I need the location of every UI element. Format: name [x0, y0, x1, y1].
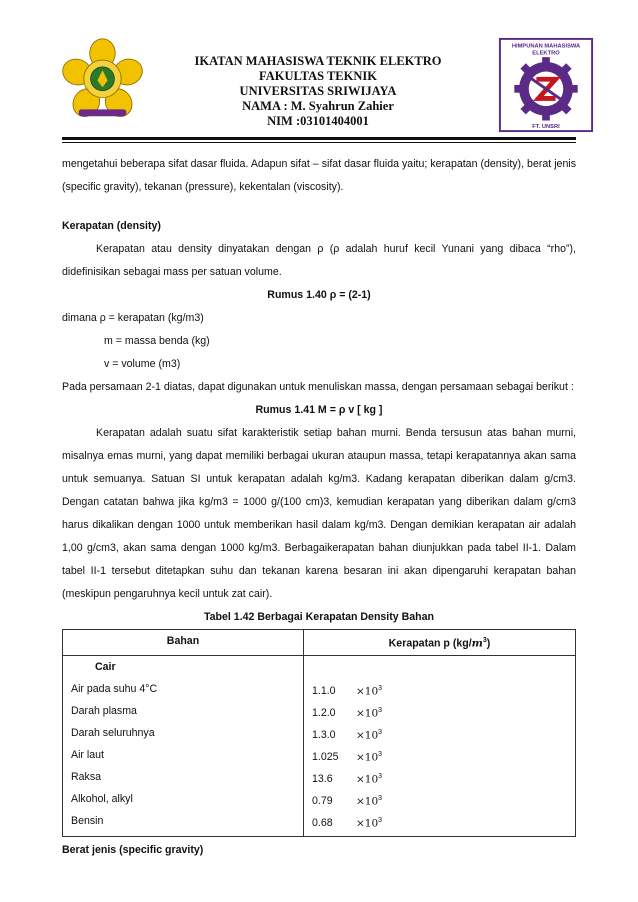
table-cell-kerapatan: $13.6 \times 10^3$: [312, 772, 383, 786]
header-kerapatan: Kerapatan p $(kg/m^3)$: [304, 630, 576, 656]
section-heading-density: Kerapatan (density): [62, 220, 161, 232]
formula-1-41: Rumus 1.41 M = ρ v [ kg ]: [255, 404, 383, 416]
table-caption: Tabel 1.42 Berbagai Kerapatan Density Bahan: [203, 611, 434, 623]
where-mass: m = massa benda (kg): [104, 335, 210, 347]
header-bahan: Bahan: [63, 630, 304, 656]
table-cell-bahan: Air pada suhu 4°C: [71, 682, 158, 695]
org-name: IKATAN MAHASISWA TEKNIK ELEKTRO: [194, 54, 442, 68]
density-explanation: Kerapatan adalah suatu sifat karakteristik setiap bahan murni. Benda tersusun atas bahan murni, misalnya emas murni, yang dapat memiliki berbagai ukuran ataupun massa, tetapi kerapatannya akan sama untuk semuanya. Satuan SI untuk kerapatan adalah kg/m3. Kadang kerapatan diberikan dalam g/cm3. Dengan catatan bahwa jika kg/m3 = 1000 g/(100 cm)3, kemudian kerapatan yang diberikan dalam g/cm3 harus dikalikan dengan 1000 untuk memberikan hasil dalam kg/m3. Dengan demikian kerapatan air adalah 1,00 g/cm3, akan sama dengan 1000 kg/m3. Berbagaikerapatan bahan diunjukkan pada tabel II-1. Dalam tabel II-1 tersebut ditetapkan suhu dan tekanan karena besaran ini akan dipengaruhi kerapatan bahan (meskipun pengaruhnya kecil untuk zat cair).: [62, 427, 576, 600]
where-rho: dimana ρ = kerapatan (kg/m3): [62, 312, 204, 324]
table-cell-kerapatan: $1.025 \times 10^3$: [312, 750, 383, 764]
table-cell-kerapatan: $0.68 \times 10^3$: [312, 816, 383, 830]
student-name: NAMA : M. Syahrun Zahier: [242, 99, 394, 113]
letterhead-text: [160, 54, 476, 129]
university-logo: [60, 38, 145, 123]
header-rule-thick: [62, 137, 576, 140]
table-cell-bahan: Alkohol, alkyl: [71, 792, 133, 805]
table-cell-kerapatan: $1.2.0 \times 10^3$: [312, 706, 383, 720]
density-definition: Kerapatan atau density dinyatakan dengan ρ (ρ adalah huruf kecil Yunani yang dibaca “rho”), didefinisikan sebagai mass per satuan volume.: [62, 243, 576, 278]
where-volume: v = volume (m3): [104, 358, 181, 370]
letterhead: [0, 0, 638, 150]
table-body-row: [63, 655, 576, 836]
table-cell-kerapatan: $0.79 \times 10^3$: [312, 794, 383, 808]
table-cell-kerapatan: $1.3.0 \times 10^3$: [312, 728, 383, 742]
table-header-row: [63, 630, 576, 656]
header-rule-thin: [62, 142, 576, 143]
group-cair: Cair: [95, 660, 116, 673]
table-cell-bahan: Darah plasma: [71, 704, 137, 717]
bahan-column: [63, 655, 304, 836]
table-cell-bahan: Raksa: [71, 770, 102, 783]
formula-1-40: Rumus 1.40 ρ = (2-1): [267, 289, 371, 301]
kerapatan-column: [304, 655, 576, 836]
university-name: UNIVERSITAS SRIWIJAYA: [239, 84, 397, 98]
section-heading-specific-gravity: Berat jenis (specific gravity): [62, 843, 204, 856]
faculty-name: FAKULTAS TEKNIK: [259, 69, 377, 83]
density-table: [62, 629, 576, 837]
svg-text:HIMPUNAN MAHASISWA: HIMPUNAN MAHASISWA: [511, 43, 581, 50]
document-body: [62, 153, 576, 871]
intro-paragraph: mengetahui beberapa sifat dasar fluida. Adapun sifat – sifat dasar fluida yaitu; kerapatan (density), berat jenis (specific gravity), tekanan (pressure), kekentalan (viscosity).: [62, 158, 576, 193]
table-cell-bahan: Bensin: [71, 814, 104, 827]
table-cell-kerapatan: $1.1.0 \times 10^3$: [312, 684, 383, 698]
hme-logo: [498, 36, 594, 134]
mass-equation-intro: Pada persamaan 2-1 diatas, dapat digunakan untuk menuliskan massa, dengan persamaan sebagai berikut :: [62, 381, 574, 393]
student-nim: NIM :03101404001: [267, 114, 369, 128]
svg-text:ELEKTRO: ELEKTRO: [532, 50, 560, 57]
table-cell-bahan: Darah seluruhnya: [71, 726, 155, 739]
hme-logo-bottom-text: FT. UNSRI: [532, 124, 560, 131]
table-cell-bahan: Air laut: [71, 748, 104, 761]
